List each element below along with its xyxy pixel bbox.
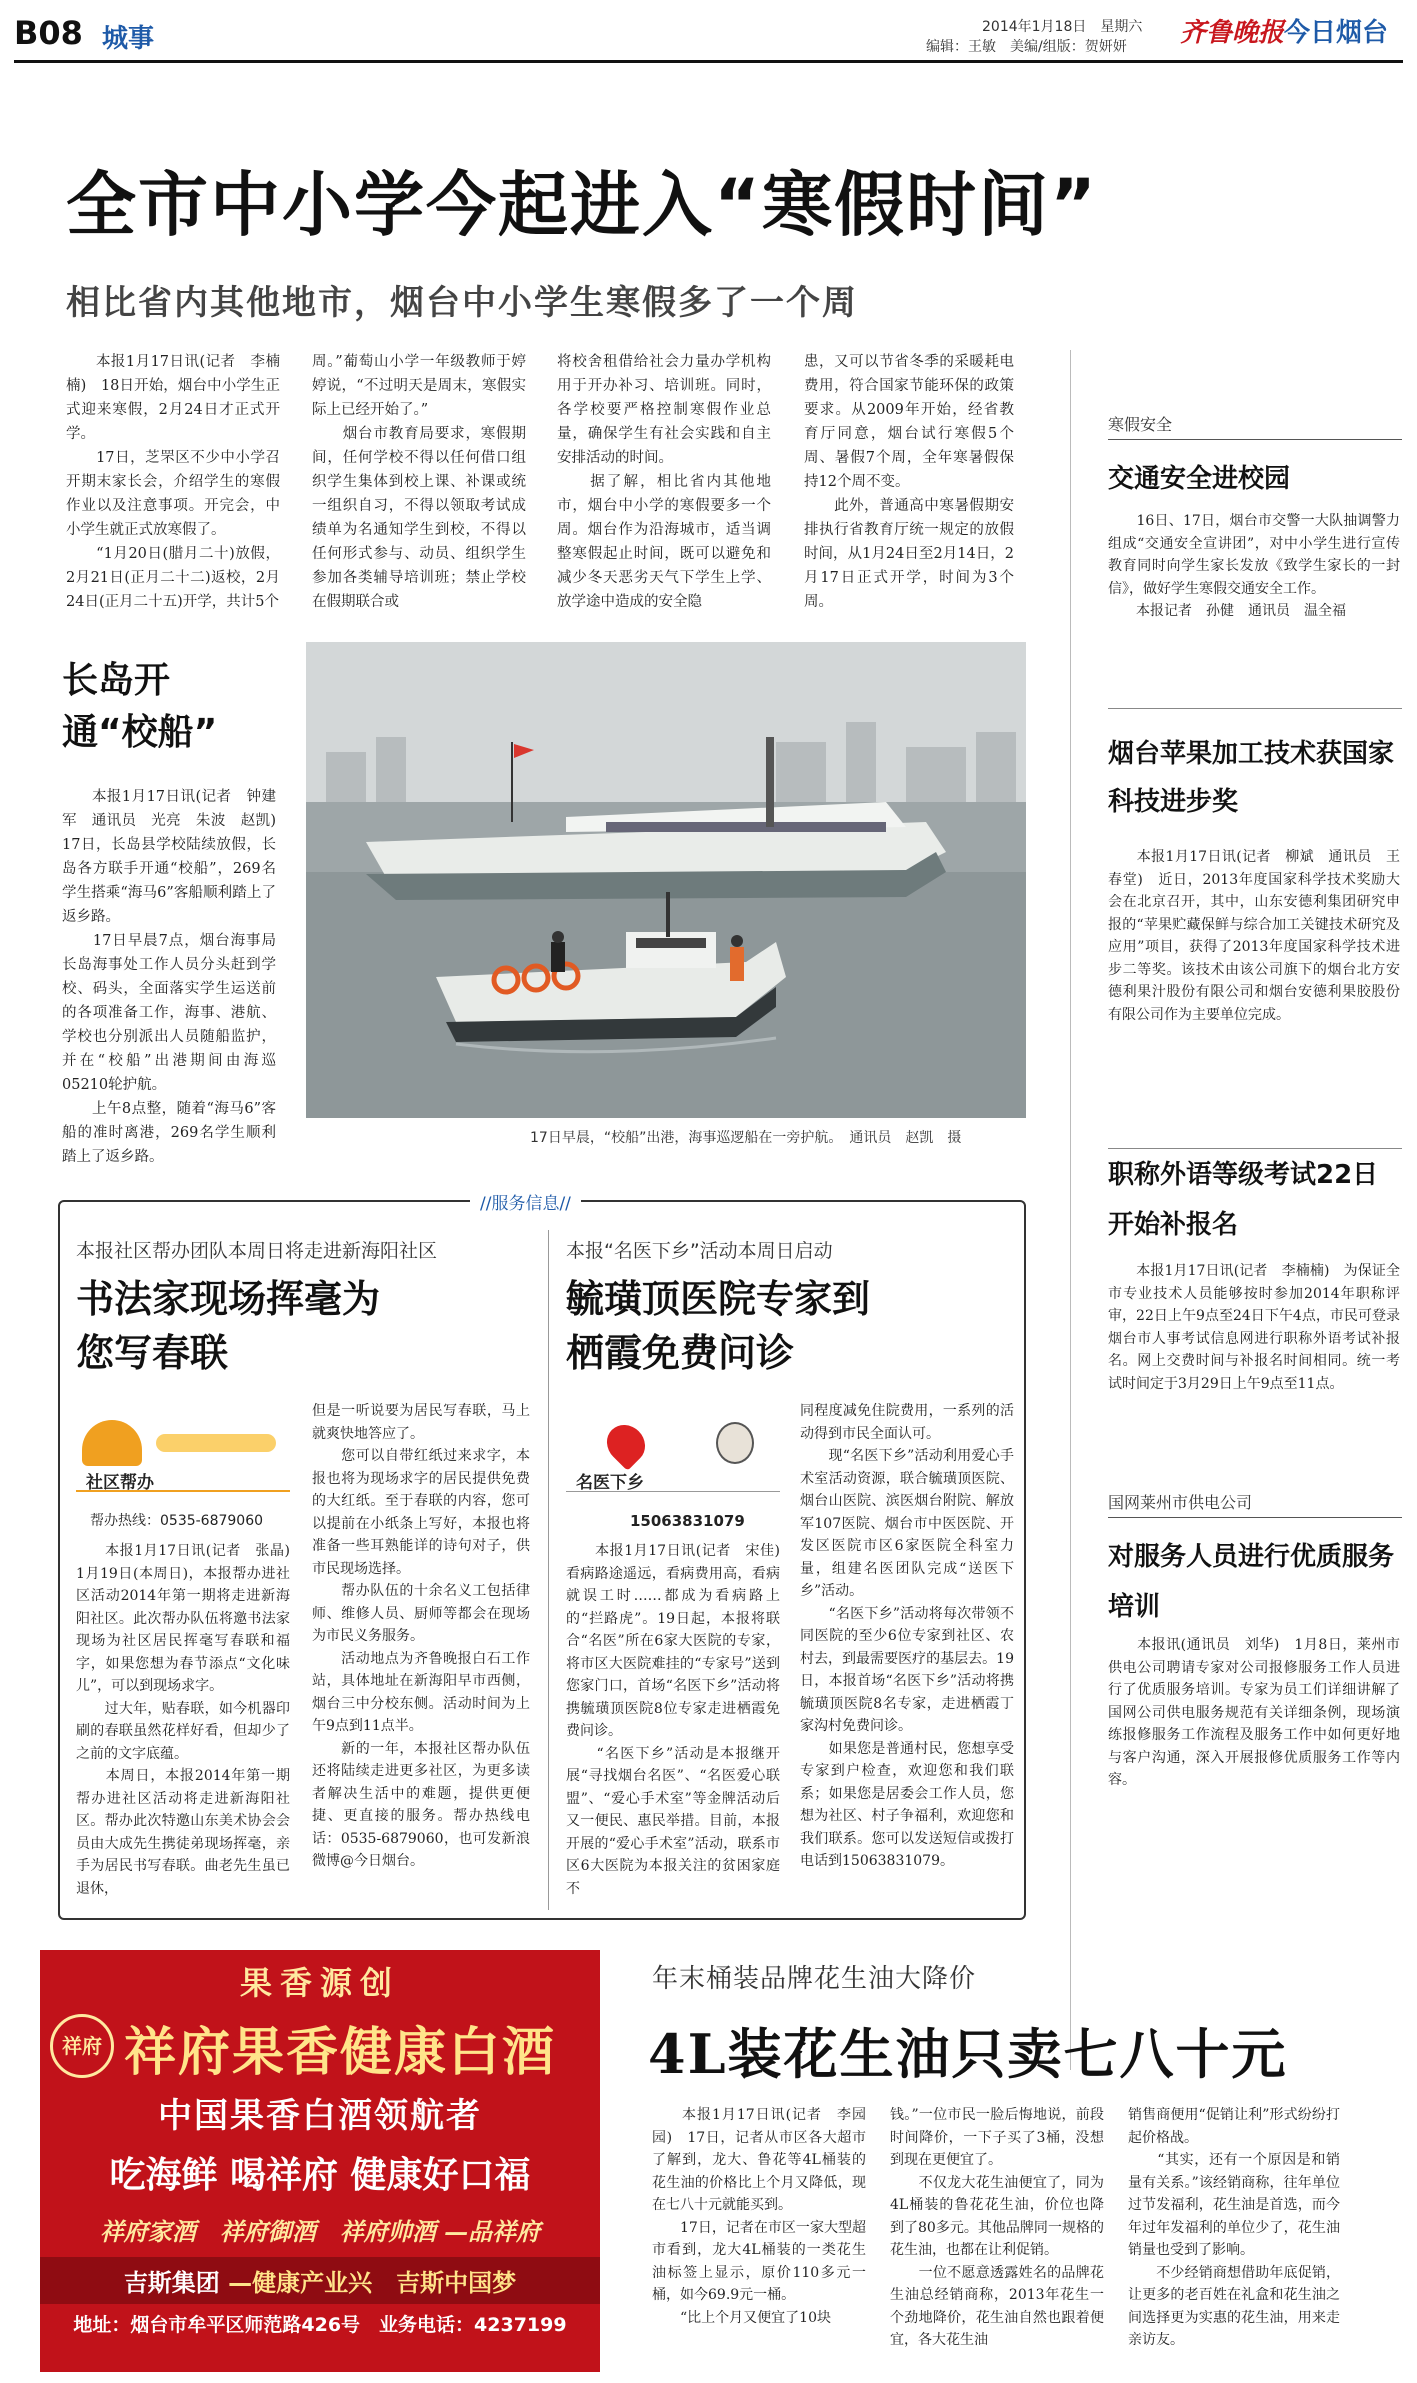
ferry-photo xyxy=(306,642,1026,1118)
photo-caption: 17日早晨，“校船”出港，海事巡逻船在一旁护航。 通讯员 赵凯 摄 xyxy=(530,1130,962,1146)
heart-icon xyxy=(599,1417,653,1471)
ad-line-3: 吃海鲜 喝祥府 健康好口福 xyxy=(109,2155,531,2196)
doctor-icon xyxy=(716,1422,754,1464)
oil-col-3: 销售商便用“促销让利”形式纷纷打起价格战。 “其实，还有一个原因是和销量有关系。”该经销商称，往年单位过节发福利，花生油是首选，而今年过年发福利的单位少了，花生油销量也受到了影响。 不少经销商想借助年底促销，让更多的老百姓在礼盒和花生油之间选择更为实惠的花生油，用来走亲访友。 xyxy=(1128,2107,1340,2348)
issue-date: 2014年1月18日 星期六 xyxy=(982,19,1143,35)
ad-top-line: 果香源创 xyxy=(239,1964,400,2002)
service-left-kicker: 本报社区帮办团队本周日将走进新海阳社区 xyxy=(76,1240,438,1262)
service-right-col-1: 本报1月17日讯(记者 宋佳) 看病路途遥远，看病费用高，看病就误工时……都成为看病路上的“拦路虎”。19日起，本报将联合“名医”所在6家大医院的专家，将市区大医院难挂的“专家号”送到您家门口，首场“名医下乡”活动将携毓璜顶医院8位专家走进栖霞免费问诊。 “名医下乡”活动是本报继开展“寻找烟台名医”、“名医爱心联盟”、“爱心手术室”等金牌活动后又一便民、惠民举措。目前，本报开展的“爱心手术室”活动，联系市区6大医院为本报关注的贫困家庭不 xyxy=(566,1543,780,1897)
tag-winter-safety: 寒假安全 xyxy=(1108,412,1402,440)
page-number: B08 xyxy=(14,14,83,52)
oil-kicker: 年末桶装品牌花生油大降价 xyxy=(652,1964,977,1994)
paper-name: 齐鲁晚报 xyxy=(1180,18,1285,48)
community-logo-text: 社区帮办 xyxy=(86,1473,154,1493)
island-body: 本报1月17日讯(记者 钟建军 通讯员 光亮 朱波 赵凯) 17日，长岛县学校陆续放假，长岛各方联手开通“校船”，269名学生搭乘“海马6”客船顺利踏上了返乡路。 17日早晨7点，烟台海事局长岛海事处工作人员分头赶到学校、码头，全面落实学生运送前的各项准备工作，海事、港航、学校也分别派出人员随船监护，并在“校船”出港期间由海巡05210轮护航。 上午8点整，随着“海马6”客船的准时离港，269名学生顺利踏上了返乡路。 xyxy=(62,789,276,1165)
lead-col-3: 将校舍租借给社会力量办学机构用于开办补习、培训班。同时，各学校要严格控制寒假作业总量，确保学生有社会实践和自主安排活动的时间。 据了解，相比省内其他地市，烟台中小学的寒假要多一个周。烟台作为沿海城市，适当调整寒假起止时间，既可以避免和减少冬天恶劣天气下学生上学、放学途中造成的安全隐 xyxy=(557,354,771,610)
island-headline: 长岛开通“校船” xyxy=(62,660,218,753)
ad-brand: 祥府果香健康白酒 xyxy=(124,2022,557,2083)
ad-brand-row xyxy=(40,2010,600,2088)
paper-logo xyxy=(1180,12,1388,49)
lead-col-2: 周。”葡萄山小学一年级教师于婷婷说，“不过明天是周末，寒假实际上已经开始了。” 烟台市教育局要求，寒假期间，任何学校不得以任何借口组织学生集体到校上课、补课或统一组织自习，不得以领取考试成绩单为名通知学生到校，不得以任何形式参与、动员、组织学生参加各类辅导培训班；禁止学校在假期联合或 xyxy=(312,354,526,610)
lead-col-4: 患，又可以节省冬季的采暖耗电费用，符合国家节能环保的政策要求。从2009年开始，经省教育厅同意，烟台试行寒假5个周、暑假7个周，全年寒暑假保持12个周不变。 此外，普通高中寒暑假期安排执行省教育厅统一规定的放假时间，从1月24日至2月14日，2月17日正式开学，时间为3个周。 xyxy=(804,354,1014,610)
editors-line: 编辑：王敏 美编/组版：贺妍妍 xyxy=(926,39,1127,55)
service-right-headline: 毓璜顶医院专家到栖霞免费问诊 xyxy=(566,1277,871,1375)
right-3-body: 本报1月17日讯(记者 李楠楠) 为保证全市专业技术人员能够按时参加2014年职称评审，22日上午9点至24日下午4点，市民可登录烟台市人事考试信息网进行职称外语考试补报名。网上交费时间与补报名时间相同。统一考试时间定于3月29日上午9点至11点。 xyxy=(1108,1263,1400,1392)
oil-col-1: 本报1月17日讯(记者 李园园) 17日，记者从市区各大超市了解到，龙大、鲁花等4L桶装的花生油的价格比上个月又降低，现在七八十元就能买到。 17日，记者在市区一家大型超市看到，龙大4L桶装的一类花生油标签上显示，原价110多元一桶，如今69.9元一桶。 “比上个月又便宜了10块 xyxy=(652,2107,866,2326)
doctor-logo xyxy=(566,1420,780,1492)
service-left-headline: 书法家现场挥毫为您写春联 xyxy=(76,1277,381,1375)
section-name: 城事 xyxy=(102,24,155,54)
right-4-body: 本报讯(通讯员 刘华) 1月8日，莱州市供电公司聘请专家对公司报修服务工作人员进行了优质服务培训。专家为员工们详细讲解了国网公司供电服务规范有关详细条例，现场演练报修服务工作流程及服务工作中如何更好地与客户沟通，深入开展报修优质服务工作等内容。 xyxy=(1108,1637,1400,1788)
lead-headline: 全市中小学今起进入“寒假时间” xyxy=(66,164,1099,246)
right-2-headline: 烟台苹果加工技术获国家科技进步奖 xyxy=(1108,739,1395,817)
oil-col-2: 钱。”一位市民一脸后悔地说，前段时间降价，一下子买了3桶，没想到现在更便宜了。 不仅龙大花生油便宜了，同为4L桶装的鲁花花生油，价位也降到了80多元。其他品牌同一规格的花生油，也都在让利促销。 一位不愿意透露姓名的品牌花生油总经销商称，2013年花生一个劲地降价，花生油自然也跟着便宜，各大花生油 xyxy=(890,2107,1104,2348)
ad-group-row xyxy=(40,2257,600,2304)
doctor-logo-text: 名医下乡 xyxy=(576,1473,644,1493)
ad-group: 吉斯集团 xyxy=(123,2269,220,2297)
right-1-body: 16日、17日，烟台市交警一大队抽调警力组成“交通安全宣讲团”，对中小学生进行宣传教育同时向学生家长发放《致学生家长的一封信》，做好学生寒假交通安全工作。 本报记者 孙健 通讯员 温全福 xyxy=(1108,513,1400,619)
paper-sub: 今日烟台 xyxy=(1284,18,1389,48)
liquor-ad xyxy=(40,1950,600,2372)
ad-slogan: —健康产业兴 吉斯中国梦 xyxy=(228,2269,517,2297)
right-4-headline: 对服务人员进行优质服务培训 xyxy=(1108,1542,1395,1622)
ad-line-2: 中国果香白酒领航者 xyxy=(158,2096,482,2136)
doctor-hotline: 15063831079 xyxy=(630,1512,745,1530)
ferry-photo-art xyxy=(306,642,1026,1118)
oil-headline: 4L装花生油只卖七八十元 xyxy=(648,2022,1288,2086)
community-logo-wave xyxy=(156,1434,276,1452)
ad-address: 地址：烟台市牟平区师范路426号 业务电话：4237199 xyxy=(73,2314,567,2336)
service-divider xyxy=(548,1230,549,1910)
right-2-body: 本报1月17日讯(记者 柳斌 通讯员 王春堂) 近日，2013年度国家科学技术奖励大会在北京召开，其中，山东安德利集团研究申报的“苹果贮藏保鲜与综合加工关键技术研究及应用”项目，获得了2013年度国家科学技术进步二等奖。该技术由该公司旗下的烟台北方安德利果汁股份有限公司和烟台安德利果胶股份有限公司作为主要单位完成。 xyxy=(1108,849,1400,1023)
community-logo xyxy=(76,1420,290,1492)
right-3-headline: 职称外语等级考试22日开始补报名 xyxy=(1108,1160,1379,1240)
lead-col-divider xyxy=(1070,350,1071,2070)
right-1-headline: 交通安全进校园 xyxy=(1108,464,1291,494)
ad-line-4: 祥府家酒 祥府御酒 祥府帅酒 —品祥府 xyxy=(99,2217,541,2246)
lead-subtitle: 相比省内其他地市，烟台中小学生寒假多了一个周 xyxy=(66,283,858,323)
right-divider-2 xyxy=(1108,1148,1402,1149)
service-label: //服务信息// xyxy=(470,1189,581,1214)
service-right-col-2: 同程度减免住院费用，一系列的活动得到市民全面认可。 现“名医下乡”活动利用爱心手术室活动资源，联合毓璜顶医院、烟台山医院、滨医烟台附院、解放军107医院、烟台市中医医院、开发区医院市区6家医院全科室力量，组建名医团队完成“送医下乡”活动。 “名医下乡”活动将每次带领不同医院的至少6位专家到社区、农村去，到最需要医疗的基层去。19日，本报首场“名医下乡”活动将携毓璜顶医院8名专家，走进栖霞丁家沟村免费问诊。 如果您是普通村民，您想享受专家到户检查，欢迎您和我们联系；如果您是居委会工作人员，您想为社区、村子争福利，欢迎您和我们联系。您可以发送短信或拨打电话到15063831079。 xyxy=(800,1403,1014,1869)
service-right-kicker: 本报“名医下乡”活动本周日启动 xyxy=(566,1240,833,1262)
community-hotline: 帮办热线：0535-6879060 xyxy=(90,1513,264,1529)
right-divider-1 xyxy=(1108,708,1402,709)
community-logo-icon xyxy=(82,1420,142,1466)
ad-seal: 祥府 xyxy=(50,2014,114,2078)
service-left-col-1: 本报1月17日讯(记者 张晶) 1月19日(本周日)，本报帮办进社区活动2014年第一期将走进新海阳社区。此次帮办队伍将邀书法家现场为社区居民挥毫写春联和福字，如果您想为春节添点“文化味儿”，可以到现场求字。 过大年，贴春联，如今机器印刷的春联虽然花样好看，但却少了之前的文字底蕴。 本周日，本报2014年第一期帮办进社区活动将走进新海阳社区。帮办此次特邀山东美术协会会员由大成先生携徒弟现场挥毫，亲手为居民书写春联。曲老先生虽已退休， xyxy=(76,1543,290,1897)
tag-power-company: 国网莱州市供电公司 xyxy=(1108,1490,1402,1518)
service-left-col-2: 但是一听说要为居民写春联，马上就爽快地答应了。 您可以自带红纸过来求字，本报也将为现场求字的居民提供免费的大红纸。至于春联的内容，您可以提前在小纸条上写好，本报也将准备一些耳熟能详的诗句对子，供市民现场选择。 帮办队伍的十余名义工包括律师、维修人员、厨师等都会在现场为市民义务服务。 活动地点为齐鲁晚报白石工作站，具体地址在新海阳早市西侧，烟台三中分校东侧。活动时间为上午9点到11点半。 新的一年，本报社区帮办队伍还将陆续走进更多社区，为更多读者解决生活中的难题，提供更便捷、更直接的服务。帮办热线电话：0535-6879060，也可发新浪微博@今日烟台。 xyxy=(312,1403,530,1869)
lead-col-1: 本报1月17日讯(记者 李楠楠) 18日开始，烟台中小学生正式迎来寒假，2月24日才正式开学。 17日，芝罘区不少中小学召开期末家长会，介绍学生的寒假作业以及注意事项。开完会，中小学生就正式放寒假了。 “1月20日(腊月二十)放假，2月21日(正月二十二)返校，2月24日(正月二十五)开学，共计5个 xyxy=(66,354,280,610)
header-rule xyxy=(14,60,1403,63)
